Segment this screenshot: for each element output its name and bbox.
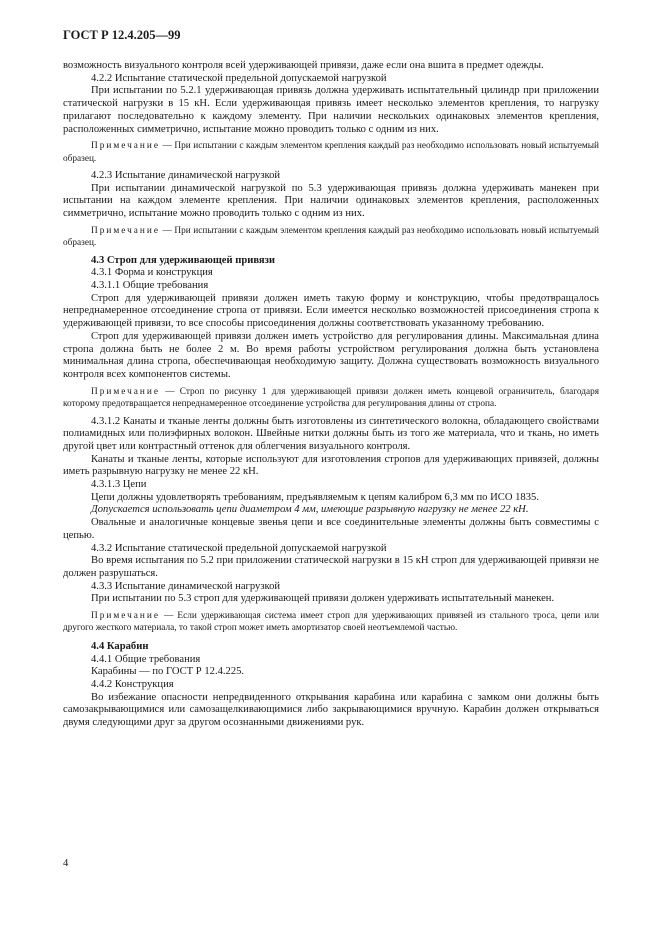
paragraph: При испытании по 5.2.1 удерживающая привязь должна удерживать испытательный цилиндр при приложении статической нагрузки в 15 кН. Если удерживающая привязь имеет несколько элементов крепления, то нагрузку прилагают последовательно к каждому элементу. При наличии нескольких одинаковых элементов крепления, расположенных симметрично, испытание можно проводить только с одним из них. — [63, 85, 599, 135]
note — [63, 225, 599, 250]
note-text: — Если удерживающая система имеет строп для удерживающих привязей из стального троса, цепи или другого жесткого материала, то такой строп может иметь амортизатор своей неотъемлемой частью. — [63, 611, 599, 634]
section-heading-4-3-1: 4.3.1 Форма и конструкция — [91, 267, 213, 279]
paragraph: Цепи должны удовлетворять требованиям, предъявляемым к цепям калибром 6,3 мм по ИСО 1835. — [91, 491, 539, 503]
paragraph: Карабины — по ГОСТ Р 12.4.225. — [91, 666, 245, 678]
paragraph: Во время испытания по 5.2 при приложении статической нагрузки в 15 кН строп для удерживающей привязи не должен разрушаться. — [63, 555, 599, 579]
paragraph: Строп для удерживающей привязи должен иметь такую форму и конструкцию, чтобы предотвращалось непреднамеренное отсоединение стропа от привязи. Если имеется несколько возможностей присоединения стропа к удерживающей привязи, то все способы присоединения должны соответствовать указанному требованию. — [63, 292, 599, 330]
section-heading-4-4-2: 4.4.2 Конструкция — [91, 678, 174, 690]
page-number: 4 — [63, 858, 69, 869]
section-heading-4-3-3: 4.3.3 Испытание динамической нагрузкой — [91, 580, 281, 592]
paragraph: возможность визуального контроля всей удерживающей привязи, даже если она вшита в предмет одежды. — [63, 60, 544, 71]
document-header: ГОСТ Р 12.4.205—99 — [63, 28, 181, 42]
paragraph-italic: Допускается использовать цепи диаметром 4 мм, имеющие разрывную нагрузку не менее 22 кН. — [91, 504, 529, 516]
paragraph: Во избежание опасности непредвиденного открывания карабина или карабина с замком они должны быть самозакрывающимися или самозащелкивающимися либо закрывающимися вручную. Карабин должен открываться двумя следующими друг за другом осознанными движениями рук. — [63, 691, 599, 729]
note-text: — При испытании с каждым элементом крепления каждый раз необходимо использовать новый испытуемый образец. — [63, 225, 599, 249]
paragraph: 4.3.1.2 Канаты и тканые ленты должны быть изготовлены из синтетического волокна, обладающего свойствами полиамидных или полиэфирных волокон. Швейные нитки должны быть из того же материала, что и ткань, но иметь другой цвет или контрастный оттенок для облегчения визуального контроля. — [63, 415, 599, 452]
section-heading-4-2-3: 4.2.3 Испытание динамической нагрузкой — [91, 170, 281, 182]
section-heading-4-3-1-1: 4.3.1.1 Общие требования — [91, 280, 209, 292]
document-page — [63, 28, 599, 730]
paragraph: При испытании динамической нагрузкой по 5.3 удерживающая привязь должна удерживать манекен при испытании на каждом элементе крепления. При наличии одинаковых элементов крепления, расположенных симметрично, испытание можно проводить только с одним из них. — [63, 182, 599, 220]
note-text: — При испытании с каждым элементом крепления каждый раз необходимо использовать новый испытуемый образец. — [63, 141, 599, 164]
section-heading-4-2-2: 4.2.2 Испытание статической предельной допускаемой нагрузкой — [91, 72, 387, 84]
section-heading-4-4: 4.4 Карабин — [91, 640, 149, 652]
section-heading-4-3-1-3: 4.3.1.3 Цепи — [91, 479, 147, 491]
note-label: Примечание — [91, 611, 160, 622]
paragraph: Строп для удерживающей привязи должен иметь устройство для регулирования длины. Максимальная длина стропа должна быть не более 2 м. Во время работы устройством регулирования должна быть установлена минимальная длина стропа, обеспечивающая необходимую защиту. Должна существовать возможность визуального контроля всех компонентов системы. — [63, 330, 599, 380]
section-heading-4-4-1: 4.4.1 Общие требования — [91, 653, 201, 665]
paragraph: При испытании по 5.3 строп для удерживающей привязи должен удерживать испытательный манекен. — [91, 593, 555, 605]
section-heading-4-3: 4.3 Строп для удерживающей привязи — [91, 254, 276, 266]
note-label: Примечание — [91, 386, 160, 397]
paragraph: Овальные и аналогичные концевые звенья цепи и все соединительные элементы должны быть совместимы с цепью. — [63, 517, 599, 541]
note — [63, 610, 599, 635]
section-heading-4-3-2: 4.3.2 Испытание статической предельной допускаемой нагрузкой — [91, 542, 387, 554]
paragraph: Канаты и тканые ленты, которые используют для изготовления стропов для удерживающих привязей, должны иметь разрывную нагрузку не менее 22 кН. — [63, 453, 599, 478]
note-label: Примечание — [91, 225, 160, 236]
note — [63, 386, 599, 411]
note — [63, 140, 599, 165]
note-label: Примечание — [91, 141, 160, 152]
note-text: — Строп по рисунку 1 для удерживающей привязи должен иметь концевой ограничитель, благодаря которому предотвращается непреднамеренное отсоединение устройства для регулирования длины от стропа. — [63, 386, 599, 410]
